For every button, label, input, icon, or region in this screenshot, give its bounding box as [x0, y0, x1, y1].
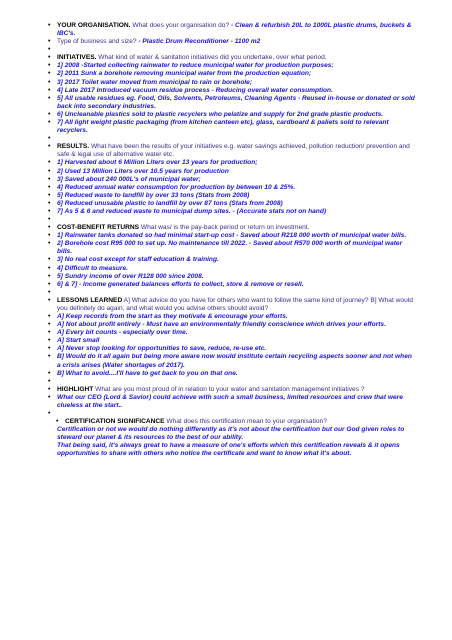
answer-text: 5] All usable residues eg. Food, Oils, Solvents, Petroleums, Cleaning Agents - Reused in-house or donated or sold back into secondary industries. [57, 94, 415, 110]
question-item [57, 224, 416, 232]
certification-answer-1: Certification or not we would do nothing differently as it's not about the certification but our God given roles to steward our planet & its resources to the best of our ability. [57, 426, 405, 442]
answer-item [57, 168, 416, 176]
empty-bullet [57, 378, 416, 386]
answer-item [57, 79, 416, 87]
answer-text: B] Would do it all again but being more aware now would institute certain recycling aspects sooner and not when a crisis arises (Water shortages of 2017). [57, 353, 412, 369]
empty-bullet [57, 216, 416, 224]
answer-text: 3] 2017 Toilet water moved from municipal to rain or borehole; [57, 78, 253, 86]
answer-item [57, 95, 416, 111]
answer-text: 1] 2008 -Started collecting rainwater to reduce municipal water for production purposes; [57, 62, 334, 70]
answer-text: 6] & 7] - Income generated balances efforts to collect, store & remove or resell. [57, 280, 304, 288]
question-text: What are you most proud of in relation to your water and sanitation management initiatives ? [93, 385, 365, 393]
answer-item [57, 184, 416, 192]
answer-text: 4] Late 2017 Introduced vacuum residue process - Reducing overall water consumption. [57, 86, 333, 94]
answer-text: 5] Reduced waste to landfill by over 33 tons (Stats from 2008) [57, 191, 250, 199]
answer-item [57, 200, 416, 208]
empty-bullet [57, 46, 416, 54]
answer-item [57, 256, 416, 264]
answer-text: B] What to avoid....I'll have to get back to you on that one. [57, 369, 238, 377]
answer-item [57, 353, 416, 369]
certification-question: What does this certification mean to your organisation? [164, 418, 327, 426]
answer-text: 4] Difficult to measure. [57, 264, 128, 272]
empty-bullet [57, 410, 416, 418]
question-item [57, 297, 416, 313]
answer-item [57, 321, 416, 329]
answer-item [57, 370, 416, 378]
empty-bullet [57, 289, 416, 297]
answer-text: 6] Reduced unusable plastic to landfill by over 87 tons (Stats from 2008) [57, 199, 283, 207]
section-label: COST-BENEFIT RETURNS [57, 224, 140, 232]
answer-text: A] Keep records from the start as they motivate & encourage your efforts. [57, 313, 288, 320]
answer-item [57, 62, 416, 70]
answer-item [57, 176, 416, 184]
answer-text: - Plastic Drum Reconditioner - 1100 m2 [136, 38, 261, 46]
answer-text: - Clean & refurbish 20L to 1000L plastic drums, buckets & IBC's. [57, 22, 412, 38]
section-label: LESSONS LEARNED [57, 296, 123, 304]
answer-text: 2] Used 13 Million Liters over 10.5 years for production [57, 167, 229, 175]
answer-item [57, 192, 416, 200]
question-text: A] What advice do you have for others who want to follow the same kind of journey? B] What would you definitely do again, and what would you advise others should avoid? [57, 296, 413, 312]
certification-answer-2: That being said, it's always great to have a measure of one's efforts which this certification reveals & it opens opportunities to share with others who notice the certificate and want to know what it's about. [57, 442, 400, 458]
answer-item [57, 313, 416, 321]
question-text: What have been the results of your initiatives e.g. water savings achieved, pollution reduction/ prevention and safe & legal use of alternative water etc. [57, 143, 410, 159]
empty-bullet [57, 135, 416, 143]
answer-item [57, 273, 416, 281]
question-text: Type of business and size? [57, 38, 137, 46]
answer-text: 1] Rainwater tanks donated so had minimal start-up cost - Saved about R218 000 worth of municipal water bills. [57, 232, 407, 240]
answer-text: A] Not about profit entirely - Must have an environmentally friendly conscience which drives your efforts. [57, 321, 386, 329]
answer-item [57, 329, 416, 337]
answer-text: 3] Saved about 240 000L's of municipal water; [57, 175, 201, 183]
answer-text: 2] 2011 Sunk a borehole removing municipal water from the production equation; [57, 70, 312, 78]
answer-item [57, 70, 416, 78]
section-label: YOUR ORGANISATION. [57, 22, 131, 29]
question-item [57, 386, 416, 394]
question-item [57, 38, 416, 46]
answer-item [57, 345, 416, 353]
certification-heading [65, 418, 416, 426]
answer-text: A] Start small [57, 337, 100, 345]
answer-text: 6] Uncleanable plastics sold to plastic recyclers who pelatize and supply for 2nd grade plastic products. [57, 110, 384, 118]
question-item [57, 54, 416, 62]
question-item [57, 22, 416, 38]
certification-label: CERTIFICATION SIGNIFICANCE [65, 418, 165, 426]
answer-item [57, 337, 416, 345]
question-text: What kind of water & sanitation initiatives did you undertake, over what period. [96, 54, 327, 62]
answer-item [57, 87, 416, 95]
answer-text: 7] All light weight plastic packaging (from kitchen canteen etc), glass, cardboard & paliets sold to relevant recyclers. [57, 119, 389, 135]
section-label: RESULTS. [57, 143, 90, 151]
answer-text: 4] Reduced annual water consumption for production by between 10 & 25%. [57, 183, 296, 191]
answer-item [57, 265, 416, 273]
answer-text: 5] Sundry income of over R128 000 since 2008. [57, 272, 204, 280]
answer-item [57, 119, 416, 135]
answer-text: 2] Borehole cost R95 000 to set up. No maintenance till 2022. - Saved about R570 000 worth of municipal water bills. [57, 240, 403, 256]
answer-text: A] Never stop looking for opportunities to save, reduce, re-use etc. [57, 345, 267, 353]
section-label: INITIATIVES. [57, 54, 97, 62]
section-label: HIGHLIGHT [57, 385, 94, 393]
certification-section [0, 418, 452, 458]
answer-text: 3] No real cost except for staff education & training. [57, 256, 219, 264]
answer-text: A] Every bit counts - especially over time. [57, 329, 188, 337]
answer-item [57, 232, 416, 240]
answer-item [57, 240, 416, 256]
answer-text: 7] As 5 & 6 and reduced waste to municipal dump sites. - (Accurate stats not on hand) [57, 207, 327, 215]
answer-text: What our CEO (Lord & Savior) could achieve with such a small business, limited resources and crew that were clueless at the start.. [57, 393, 403, 409]
answer-item [57, 111, 416, 119]
question-text: What was/ is the pay-back period or return on investment. [139, 224, 310, 232]
answer-item [57, 394, 416, 410]
question-item [57, 143, 416, 159]
answer-item [57, 159, 416, 167]
question-text: What does your organisation do? [130, 22, 230, 29]
answer-text: 1] Harvested about 6 Million Liters over 13 years for production; [57, 159, 258, 167]
answer-item [57, 208, 416, 216]
answer-item [57, 281, 416, 289]
